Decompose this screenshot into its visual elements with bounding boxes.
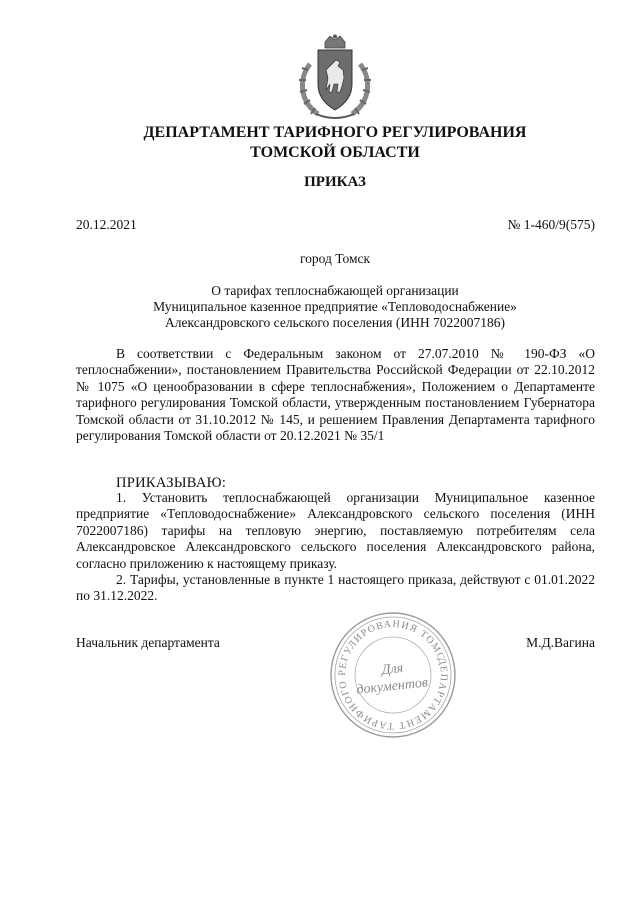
order-item-1: 1. Установить теплоснабжающей организации Муниципальное казенное предприятие «Тепловодоснабжение» Александровского сельского поселения (ИНН 7022007186) тарифы на тепловую энергию, поставляемую потребителям села Александровское Александровского сельского поселения Александровского района, согласно приложению к настоящему приказу. (76, 490, 595, 571)
stamp-center-line1: Для (380, 660, 404, 679)
subject-line1: О тарифах теплоснабжающей организации (211, 283, 459, 298)
department-title-line2: ТОМСКОЙ ОБЛАСТИ (250, 144, 420, 161)
signatory-position: Начальник департамента (76, 635, 220, 650)
stamp-ring-text: ДЕПАРТАМЕНТ ТАРИФНОГО РЕГУЛИРОВАНИЯ ТОМСКОЙ (336, 618, 450, 732)
department-title-line1: ДЕПАРТАМЕНТ ТАРИФНОГО РЕГУЛИРОВАНИЯ (143, 124, 527, 141)
order-item-2: 2. Тарифы, установленные в пункте 1 настоящего приказа, действуют с 01.01.2022 по 31.12.2022. (76, 572, 595, 604)
official-stamp (328, 610, 458, 740)
order-word: ПРИКАЗЫВАЮ: (116, 475, 227, 491)
subject-line2: Муниципальное казенное предприятие «Тепловодоснабжение» (153, 299, 517, 314)
coat-of-arms-icon (290, 34, 380, 120)
order-number: № 1-460/9(575) (507, 217, 595, 232)
order-date: 20.12.2021 (76, 217, 137, 232)
stamp-center-line2: документов (355, 675, 429, 698)
subject-line3: Александровского сельского поселения (ИНН 7022007186) (165, 315, 505, 330)
document-type: ПРИКАЗ (304, 174, 366, 190)
preamble-paragraph: В соответствии с Федеральным законом от 27.07.2010 № 190-ФЗ «О теплоснабжении», постановлением Правительства Российской Федерации от 22.10.2012 № 1075 «О ценообразовании в сфере теплоснабжения», Положением о Департаменте тарифного регулирования Томской области, утвержденным постановлением Губернатора Томской области от 31.10.2012 № 145, и решением Правления Департамента тарифного регулирования Томской области от 20.12.2021 № 35/1 (76, 346, 595, 444)
department-title (60, 123, 610, 163)
order-subject (60, 283, 610, 331)
city: город Томск (299, 251, 371, 266)
signatory-name: М.Д.Вагина (526, 635, 595, 650)
